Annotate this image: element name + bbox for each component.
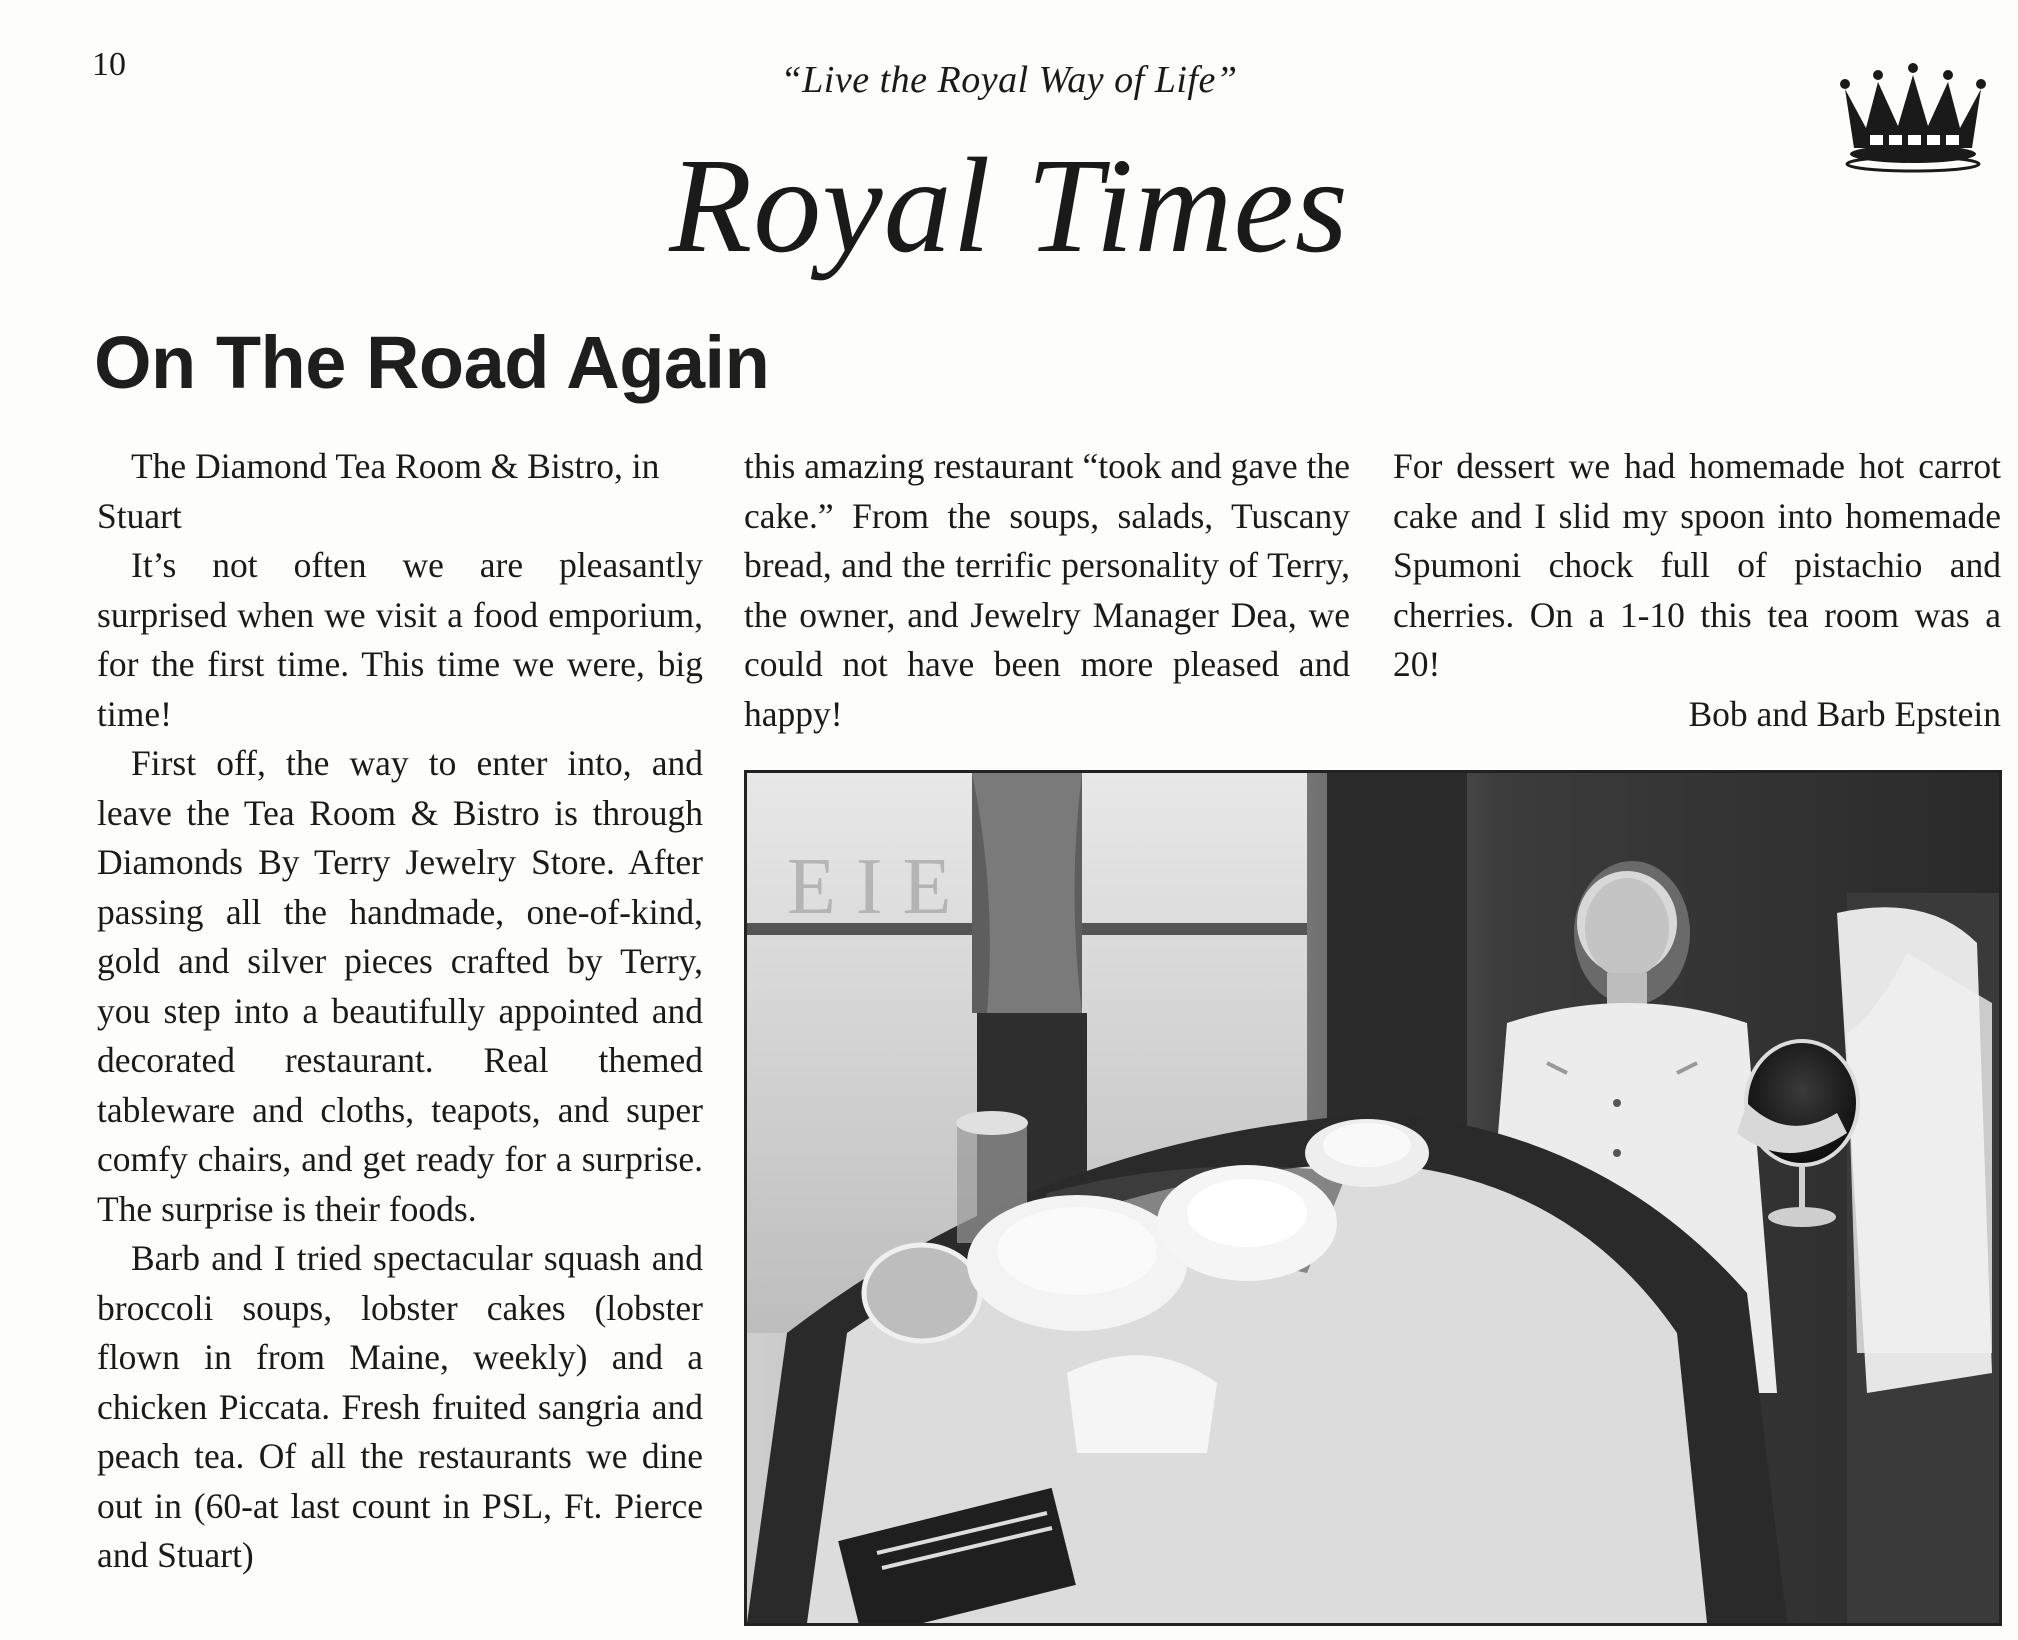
article-column-2	[744, 442, 1350, 739]
article-paragraph-3: Barb and I tried spectacular squash and broccoli soups, lobster cakes (lobster flown in from Maine, weekly) and a chicken Piccata. Fresh fruited sangria and peach tea. Of all the restaurants we dine out in (60-at last count in PSL, Ft. Pierce and Stuart)	[97, 1238, 703, 1575]
article-column-3	[1393, 442, 2001, 739]
masthead-title: Royal Times	[669, 131, 1349, 281]
article-headline: On The Road Again	[94, 321, 770, 404]
article-paragraph-1: It’s not often we are pleasantly surprised when we visit a food emporium, for the first time. This time we were, big time!	[97, 545, 703, 734]
article-dateline: The Diamond Tea Room & Bistro, in Stuart	[97, 446, 660, 536]
article-signature: Bob and Barb Epstein	[1688, 693, 2001, 734]
article-paragraph-3-continued: this amazing restaurant “took and gave the cake.” From the soups, salads, Tuscany bread, and the terrific personality of Terry, the owner, and Jewelry Manager Dea, we could not have been more pleased and happy!	[744, 446, 1350, 734]
article-paragraph-4: For dessert we had homemade hot carrot cake and I slid my spoon into homemade Spumoni chock full of pistachio and cherries. On a 1-10 this tea room was a 20!	[1393, 446, 2001, 684]
tagline: “Live the Royal Way of Life”	[780, 59, 1238, 101]
dining-photo	[744, 770, 2002, 1626]
svg-text:E I E: E I E	[787, 843, 952, 931]
article-paragraph-2: First off, the way to enter into, and leave the Tea Room & Bistro is through Diamonds By Terry Jewelry Store. After passing all the handmade, one-of-kind, gold and silver pieces crafted by Terry, you step into a beautifully appointed and decorated restaurant. Real themed tableware and cloths, teapots, and super comfy chairs, and get ready for a surprise. The surprise is their foods.	[97, 743, 703, 1229]
page-number: 10	[92, 46, 126, 83]
crown-icon	[1832, 62, 1994, 174]
article-column-1	[97, 442, 703, 1581]
dining-photo-illustration	[747, 773, 1999, 1623]
